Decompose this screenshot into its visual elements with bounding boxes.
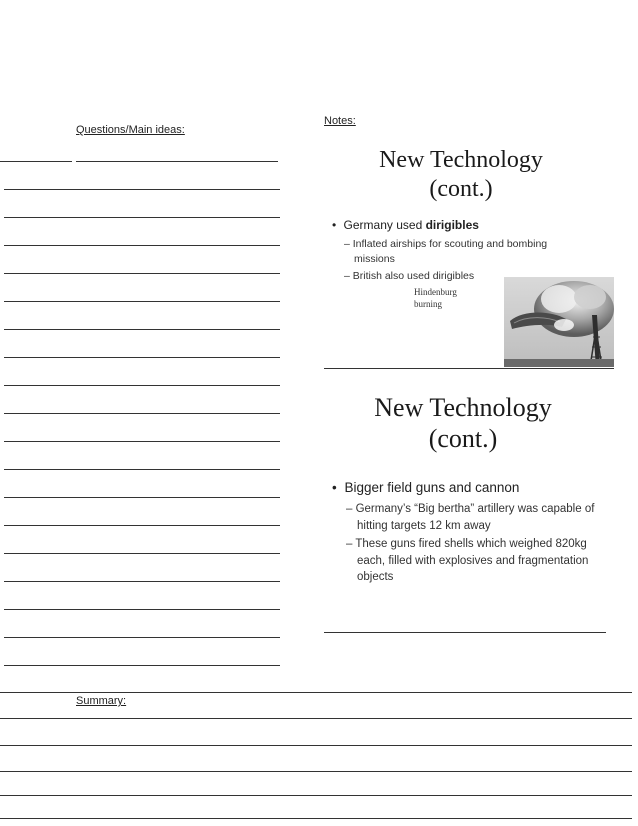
- summary-line[interactable]: [0, 745, 632, 746]
- slide-2-sub-1: [346, 501, 594, 534]
- bullet-dot: •: [332, 480, 337, 495]
- slide-2-sub-2-line1: – These guns fired shells which weighed 820kg: [346, 538, 587, 550]
- photo-caption: [414, 287, 457, 310]
- question-line[interactable]: [4, 301, 280, 302]
- question-line[interactable]: [0, 161, 72, 162]
- slide-1-title-line1: New Technology: [379, 147, 543, 173]
- photo-caption-line2: burning: [414, 298, 442, 309]
- slide-1-bullet-text: Germany used: [343, 218, 426, 232]
- question-line[interactable]: [4, 357, 280, 358]
- question-line[interactable]: [4, 413, 280, 414]
- slide-2-bullet-text: Bigger field guns and cannon: [344, 480, 520, 495]
- bullet-dot: •: [332, 218, 337, 232]
- notes-label: Notes:: [324, 115, 356, 127]
- slide-2-sub-2: [346, 536, 588, 586]
- slide-1-bullet: [332, 218, 479, 232]
- slide-divider-2: [324, 632, 606, 633]
- slide-1-title-line2: (cont.): [429, 175, 493, 202]
- question-line[interactable]: [4, 273, 280, 274]
- question-line[interactable]: [4, 609, 280, 610]
- questions-main-ideas-label: Questions/Main ideas:: [76, 124, 185, 136]
- slide-2-title-line1: New Technology: [374, 393, 552, 422]
- slide-2-sub-1-line2: hitting targets 12 km away: [357, 519, 491, 532]
- slide-2-title: [326, 392, 600, 454]
- summary-top-line: [0, 692, 632, 693]
- slide-1-bullet-bold: dirigibles: [425, 218, 479, 232]
- slide-2-sub-2-line2: each, filled with explosives and fragmentation: [357, 554, 589, 567]
- slide-divider-1: [324, 368, 614, 369]
- summary-line[interactable]: [0, 818, 632, 819]
- hindenburg-image: [504, 277, 614, 367]
- question-line[interactable]: [4, 217, 280, 218]
- question-line[interactable]: [76, 161, 278, 162]
- slide-1-title: [326, 146, 596, 204]
- summary-line[interactable]: [0, 771, 632, 772]
- slide-1-sub-2: [344, 269, 474, 284]
- summary-label: Summary:: [76, 695, 127, 707]
- photo-caption-line1: Hindenburg: [414, 287, 457, 297]
- slide-2-bullet: [332, 480, 519, 495]
- question-line[interactable]: [4, 665, 280, 666]
- slide-2-sub-2-line3: objects: [357, 571, 394, 584]
- slide-1-sub-1: [344, 237, 547, 267]
- question-line[interactable]: [4, 637, 280, 638]
- slide-2-sub-1-line1: – Germany’s “Big bertha” artillery was capable of: [346, 503, 595, 515]
- question-line[interactable]: [4, 497, 280, 498]
- summary-line[interactable]: [0, 795, 632, 796]
- question-line[interactable]: [4, 245, 280, 246]
- question-line[interactable]: [4, 385, 280, 386]
- question-line[interactable]: [4, 441, 280, 442]
- question-line[interactable]: [4, 525, 280, 526]
- question-line[interactable]: [4, 189, 280, 190]
- question-line[interactable]: [4, 581, 280, 582]
- slide-2-title-line2: (cont.): [428, 424, 498, 454]
- question-line[interactable]: [4, 553, 280, 554]
- question-line[interactable]: [4, 329, 280, 330]
- summary-line[interactable]: [0, 718, 632, 719]
- slide-1-sub-2-text: – British also used dirigibles: [344, 270, 475, 282]
- hindenburg-photo: [504, 277, 614, 367]
- question-line[interactable]: [4, 469, 280, 470]
- slide-1-sub-1-line1: – Inflated airships for scouting and bombing: [344, 238, 548, 250]
- slide-1-sub-1-line2: missions: [354, 253, 395, 266]
